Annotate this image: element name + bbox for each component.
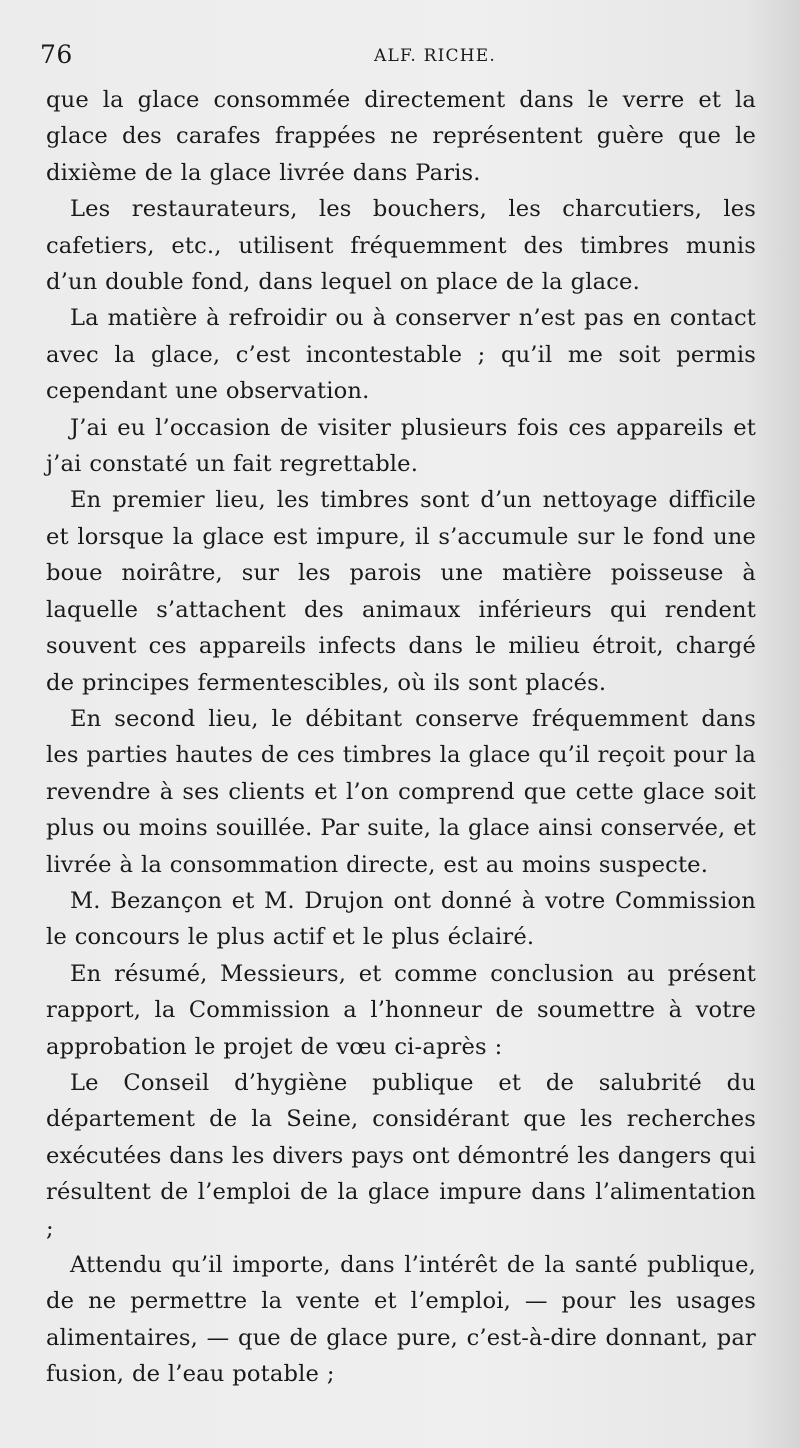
paragraph-matiere: La matière à refroidir ou à conserver n’est pas en contact avec la glace, c’est incontestable ; qu’il me soit permis cependant une observation. bbox=[46, 305, 756, 405]
paragraph-acknowledgement: M. Bezançon et M. Drujon ont donné à votre Commission le concours le plus actif et le plus éclairé. bbox=[46, 887, 756, 951]
paragraph-premier-lieu: En premier lieu, les timbres sont d’un nettoyage difficile et lorsque la glace est impure, il s’accumule sur le fond une boue noirâtre, sur les parois une matière poisseuse à laquelle s’attachent des animaux inférieurs qui rendent souvent ces appareils infects dans le milieu étroit, chargé de principes fermentescibles, où ils sont placés. bbox=[46, 487, 756, 696]
page-number: 76 bbox=[40, 40, 73, 69]
paragraph-conseil: Le Conseil d’hygiène publique et de salubrité du département de la Seine, considérant que les recherches exécutées dans les divers pays ont démontré les dangers qui résultent de l’emploi de la glace impure dans l’alimentation ; bbox=[46, 1069, 756, 1242]
paragraph-attendu: Attendu qu’il importe, dans l’intérêt de la santé publique, de ne permettre la vente et l’emploi, — pour les usages alimentaires, — que de glace pure, c’est-à-dire donnant, par fusion, de l’eau potable ; bbox=[46, 1252, 756, 1388]
paragraph-continuation: que la glace consommée directement dans le verre et la glace des carafes frappées ne représentent guère que le dixième de la glace livrée dans Paris. bbox=[46, 87, 756, 186]
paragraph-resume: En résumé, Messieurs, et comme conclusion au présent rapport, la Commission a l’honneur de soumettre à votre approbation le projet de vœu ci-après : bbox=[46, 960, 756, 1060]
paragraph-second-lieu: En second lieu, le débitant conserve fréquemment dans les parties hautes de ces timbres la glace qu’il reçoit pour la revendre à ses clients et l’on comprend que cette glace soit plus ou moins souillée. Par suite, la glace ainsi conservée, et livrée à la consommation directe, est au moins suspecte. bbox=[46, 705, 756, 878]
body-text bbox=[46, 82, 756, 1393]
page-header bbox=[40, 40, 760, 76]
paragraph-occasion: J’ai eu l’occasion de visiter plusieurs fois ces appareils et j’ai constaté un fait regrettable. bbox=[46, 414, 756, 478]
paragraph-restaurateurs: Les restaurateurs, les bouchers, les charcutiers, les cafetiers, etc., utilisent fréquemment des timbres munis d’un double fond, dans lequel on place de la glace. bbox=[46, 196, 756, 296]
running-head: ALF. RICHE. bbox=[374, 46, 496, 66]
